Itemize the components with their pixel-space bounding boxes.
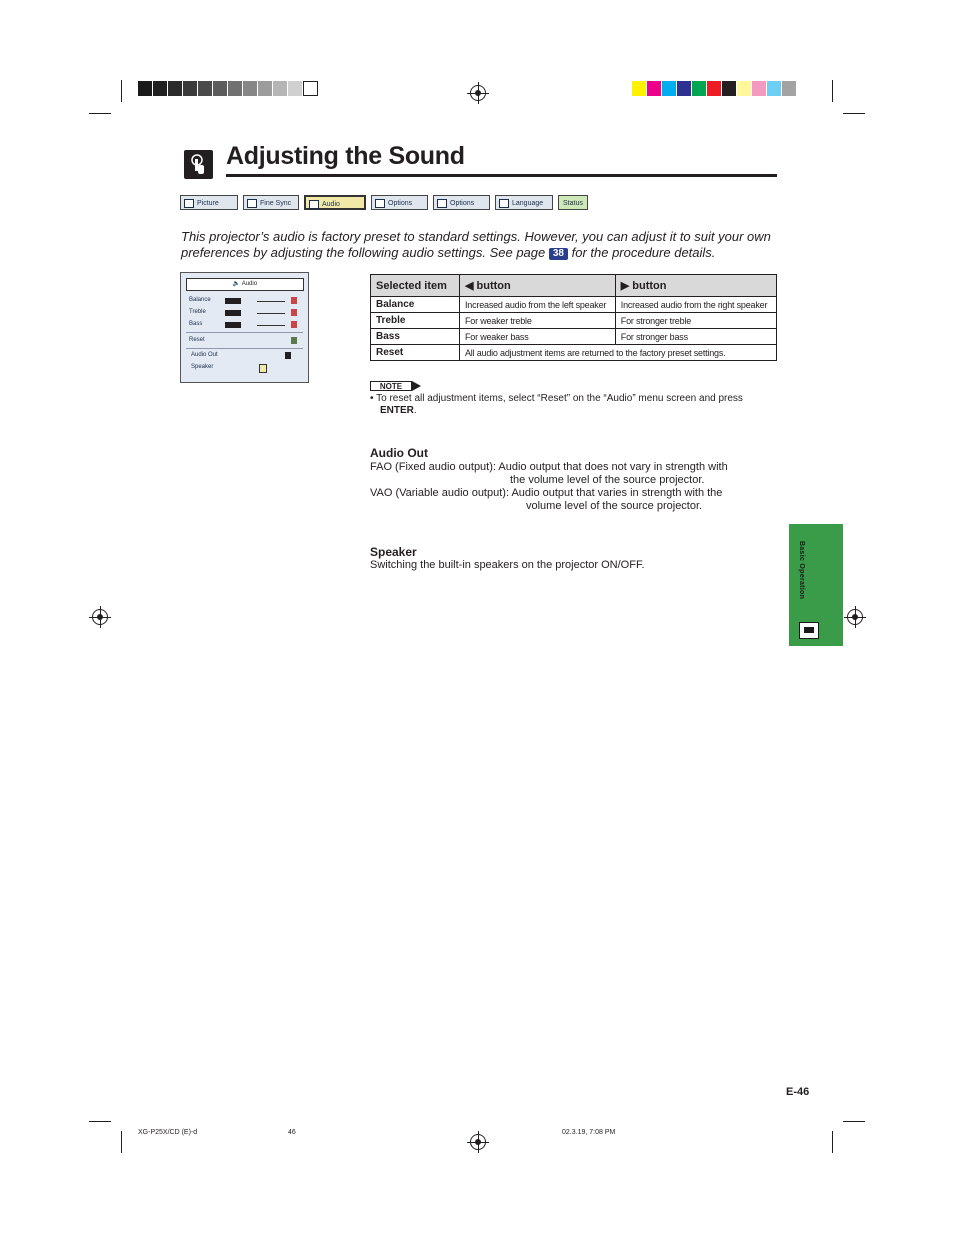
page-title: Adjusting the Sound bbox=[226, 142, 465, 170]
fao-line-1: FAO (Fixed audio output): Audio output that does not vary in strength with bbox=[370, 461, 728, 473]
audio-menu-screenshot bbox=[180, 272, 309, 383]
hand-pointer-icon bbox=[184, 150, 213, 179]
speaker-icon bbox=[291, 297, 297, 304]
menu-row-audio-out: Audio Out bbox=[191, 352, 218, 358]
registration-swatch bbox=[153, 81, 168, 96]
vao-line-2: volume level of the source projector. bbox=[526, 500, 703, 512]
level-line bbox=[257, 313, 285, 314]
crop-mark bbox=[832, 1131, 833, 1153]
note-body: • To reset all adjustment items, select “Reset” on the “Audio” menu screen and press bbox=[370, 393, 743, 404]
note-arrow-icon bbox=[412, 381, 421, 391]
speaker-text: Switching the built-in speakers on the projector ON/OFF. bbox=[370, 559, 645, 571]
speaker-icon bbox=[291, 337, 297, 344]
table-row bbox=[371, 313, 777, 329]
menu-header bbox=[186, 278, 304, 291]
registration-swatch bbox=[722, 81, 737, 96]
color-registration-bar bbox=[632, 81, 797, 96]
vao-line-1: VAO (Variable audio output): Audio output that varies in strength with the bbox=[370, 487, 723, 499]
crop-mark bbox=[843, 1121, 865, 1122]
level-line bbox=[257, 301, 285, 302]
tab-options-1: Options bbox=[371, 195, 428, 210]
tab-language: Language bbox=[495, 195, 553, 210]
menu-header-label: Audio bbox=[241, 281, 258, 287]
arrow-icon bbox=[285, 352, 291, 359]
footer-page: 46 bbox=[288, 1129, 296, 1136]
speaker-icon bbox=[291, 321, 297, 328]
menu-row-reset: Reset bbox=[189, 337, 205, 343]
hand-pointer-icon bbox=[799, 622, 819, 639]
tab-options-2: Options bbox=[433, 195, 490, 210]
registration-swatch bbox=[647, 81, 662, 96]
menu-divider bbox=[186, 332, 303, 333]
registration-swatch bbox=[782, 81, 797, 96]
speaker-toggle-icon bbox=[259, 364, 267, 373]
registration-swatch bbox=[258, 81, 273, 96]
note-text bbox=[370, 393, 780, 417]
side-tab-label: Basic Operation bbox=[798, 541, 805, 600]
registration-swatch bbox=[168, 81, 183, 96]
table-row bbox=[371, 329, 777, 345]
fao-line-2: the volume level of the source projector. bbox=[510, 474, 705, 486]
note-end: . bbox=[413, 405, 417, 416]
menu-tab-strip bbox=[180, 195, 588, 210]
registration-swatch bbox=[737, 81, 752, 96]
menu-row-treble: Treble bbox=[189, 309, 206, 315]
title-underline bbox=[226, 174, 777, 177]
slider-icon bbox=[225, 310, 241, 316]
menu-divider bbox=[186, 348, 303, 349]
row-right-effect: For stronger bass bbox=[615, 329, 776, 345]
registration-swatch bbox=[767, 81, 782, 96]
registration-target-icon bbox=[847, 609, 863, 625]
registration-swatch bbox=[213, 81, 228, 96]
footer-timestamp: 02.3.19, 7:08 PM bbox=[562, 1129, 616, 1136]
row-item: Reset bbox=[371, 345, 460, 361]
level-line bbox=[257, 325, 285, 326]
crop-mark bbox=[121, 1131, 122, 1153]
table-header-row bbox=[371, 275, 777, 297]
page-number: E-46 bbox=[786, 1086, 810, 1098]
row-left-effect: For weaker bass bbox=[460, 329, 616, 345]
crop-mark bbox=[89, 1121, 111, 1122]
registration-swatch bbox=[198, 81, 213, 96]
tab-status: Status bbox=[558, 195, 588, 210]
registration-swatch bbox=[138, 81, 153, 96]
menu-row-speaker: Speaker bbox=[191, 364, 214, 370]
crop-mark bbox=[832, 80, 833, 102]
tab-audio: Audio bbox=[304, 195, 366, 210]
menu-row-bass: Bass bbox=[189, 321, 203, 327]
registration-swatch bbox=[228, 81, 243, 96]
crop-mark bbox=[121, 80, 122, 102]
slider-icon bbox=[225, 298, 241, 304]
menu-row-balance: Balance bbox=[189, 297, 211, 303]
registration-swatch bbox=[632, 81, 647, 96]
tab-picture: Picture bbox=[180, 195, 238, 210]
table-row bbox=[371, 345, 777, 361]
registration-target-icon bbox=[92, 609, 108, 625]
intro-text-2: for the procedure details. bbox=[567, 244, 716, 260]
registration-target-icon bbox=[470, 85, 486, 101]
intro-text-1: This projector’s audio is factory preset to standard settings. However, you can adjust it to suit your own preferences by adjusting the following audio settings. See page bbox=[181, 229, 771, 260]
speaker-heading: Speaker bbox=[370, 545, 417, 559]
slider-icon bbox=[225, 322, 241, 328]
registration-swatch bbox=[677, 81, 692, 96]
row-right-effect: For stronger treble bbox=[615, 313, 776, 329]
table-row bbox=[371, 297, 777, 313]
crop-mark bbox=[89, 113, 111, 114]
registration-swatch bbox=[288, 81, 303, 96]
registration-swatch bbox=[752, 81, 767, 96]
registration-swatch bbox=[707, 81, 722, 96]
audio-out-heading: Audio Out bbox=[370, 446, 428, 460]
header-selected-item: Selected item bbox=[371, 275, 460, 297]
speaker-icon: 🔈 bbox=[232, 281, 242, 287]
registration-swatch bbox=[273, 81, 288, 96]
registration-swatch bbox=[692, 81, 707, 96]
row-left-effect: For weaker treble bbox=[460, 313, 616, 329]
row-item: Treble bbox=[371, 313, 460, 329]
header-left-button: ◀ button bbox=[460, 275, 616, 297]
registration-swatch bbox=[662, 81, 677, 96]
page-reference-badge: 38 bbox=[549, 248, 568, 260]
header-right-button: ▶ button bbox=[615, 275, 776, 297]
row-right-effect: Increased audio from the right speaker bbox=[615, 297, 776, 313]
row-merged-effect: All audio adjustment items are returned to the factory preset settings. bbox=[460, 345, 777, 361]
registration-swatch bbox=[183, 81, 198, 96]
gray-registration-bar bbox=[138, 81, 318, 96]
row-left-effect: Increased audio from the left speaker bbox=[460, 297, 616, 313]
tab-fine-sync: Fine Sync bbox=[243, 195, 299, 210]
registration-swatch bbox=[303, 81, 318, 96]
crop-mark bbox=[843, 113, 865, 114]
intro-paragraph bbox=[181, 229, 781, 260]
audio-adjustment-table bbox=[370, 274, 777, 361]
note-label: NOTE bbox=[370, 381, 412, 391]
note-strong: ENTER bbox=[380, 405, 414, 416]
row-item: Balance bbox=[371, 297, 460, 313]
registration-target-icon bbox=[470, 1134, 486, 1150]
footer-file-name: XG-P25X/CD (E)-d bbox=[138, 1129, 198, 1136]
registration-swatch bbox=[243, 81, 258, 96]
speaker-icon bbox=[291, 309, 297, 316]
row-item: Bass bbox=[371, 329, 460, 345]
